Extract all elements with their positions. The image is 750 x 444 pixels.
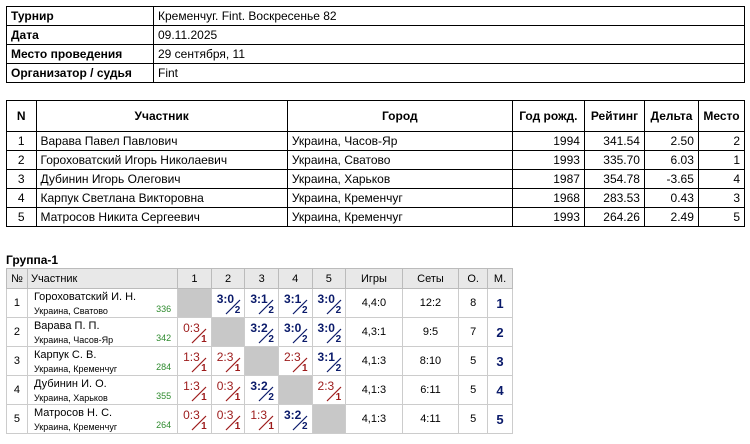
match-result-cell — [178, 405, 212, 434]
participant-rating: 264.26 — [584, 208, 644, 227]
match-points: 1 — [201, 334, 207, 345]
match-result-cell — [245, 376, 279, 405]
match-score: 2:3 — [317, 379, 335, 393]
cross-header-place: М. — [488, 269, 513, 289]
group-points: 8 — [459, 289, 488, 318]
participant-city: Украина, Кременчуг — [287, 208, 512, 227]
score-slash-icon — [257, 412, 277, 432]
group-row — [7, 289, 513, 318]
match-points: 1 — [201, 421, 207, 432]
group-points: 5 — [459, 376, 488, 405]
info-value: 29 сентября, 11 — [154, 45, 745, 64]
match-result-cell — [312, 318, 346, 347]
participant-n: 3 — [7, 170, 37, 189]
group-row — [7, 376, 513, 405]
match-score: 0:3 — [183, 408, 200, 422]
group-player-name: Матросов Н. С. — [33, 407, 113, 419]
score-slash-icon — [325, 325, 345, 345]
match-result-cell — [178, 376, 212, 405]
match-points: 2 — [335, 363, 342, 374]
cross-header-n: № — [7, 269, 28, 289]
info-value: Кременчуг. Fint. Воскресенье 82 — [154, 7, 745, 26]
participant-name: Карпук Светлана Викторовна — [36, 189, 287, 208]
score-slash-icon — [224, 296, 244, 316]
participant-row — [7, 189, 745, 208]
match-result-cell — [245, 289, 279, 318]
match-points: 1 — [234, 363, 241, 374]
match-points: 2 — [301, 421, 308, 432]
match-result-cell — [278, 289, 312, 318]
participant-year: 1987 — [512, 170, 584, 189]
participant-place: 1 — [698, 151, 744, 170]
match-score: 1:3 — [183, 379, 200, 393]
group-player-cell — [27, 289, 177, 318]
participant-row — [7, 170, 745, 189]
group-place: 5 — [488, 405, 513, 434]
group-player-city: Украина, Харьков — [33, 393, 108, 403]
match-score: 3:0 — [216, 292, 235, 306]
group-title: Группа-1 — [6, 253, 59, 267]
match-result-cell — [245, 318, 279, 347]
group-player-rating: 336 — [156, 304, 172, 314]
participant-year: 1993 — [512, 208, 584, 227]
match-points: 1 — [234, 392, 241, 403]
cross-header-5: 5 — [312, 269, 346, 289]
group-points: 5 — [459, 347, 488, 376]
match-points: 1 — [335, 392, 342, 403]
participant-n: 2 — [7, 151, 37, 170]
match-points: 1 — [234, 421, 241, 432]
score-slash-icon — [224, 412, 244, 432]
cross-header-points: О. — [459, 269, 488, 289]
match-points: 1 — [201, 392, 207, 403]
group-games: 4,1:3 — [346, 405, 403, 434]
group-games: 4,1:3 — [346, 376, 403, 405]
match-points: 2 — [268, 334, 274, 345]
match-result-cell — [178, 318, 212, 347]
group-player-cell — [27, 318, 177, 347]
group-row-n: 4 — [7, 376, 28, 405]
group-row — [7, 318, 513, 347]
header-place: Место — [698, 101, 744, 132]
participant-name: Дубинин Игорь Олегович — [36, 170, 287, 189]
header-delta: Дельта — [644, 101, 698, 132]
participant-rating: 335.70 — [584, 151, 644, 170]
participant-year: 1993 — [512, 151, 584, 170]
match-score: 3:1 — [317, 350, 335, 364]
header-city: Город — [287, 101, 512, 132]
match-points: 2 — [234, 305, 241, 316]
group-points: 7 — [459, 318, 488, 347]
score-slash-icon — [190, 354, 210, 374]
match-result-cell — [211, 347, 245, 376]
participants-table — [6, 100, 745, 227]
participant-delta: 2.50 — [644, 132, 698, 151]
group-place: 2 — [488, 318, 513, 347]
score-slash-icon — [190, 383, 210, 403]
group-place: 1 — [488, 289, 513, 318]
group-player-cell — [27, 376, 177, 405]
info-value: 09.11.2025 — [154, 26, 745, 45]
group-points: 5 — [459, 405, 488, 434]
participant-place: 4 — [698, 170, 744, 189]
match-result-cell — [178, 347, 212, 376]
participant-row — [7, 132, 745, 151]
group-row-n: 5 — [7, 405, 28, 434]
group-sets: 12:2 — [402, 289, 459, 318]
participant-name: Матросов Никита Сергеевич — [36, 208, 287, 227]
match-points: 2 — [301, 334, 308, 345]
match-score: 1:3 — [183, 350, 200, 364]
group-games: 4,1:3 — [346, 347, 403, 376]
group-player-city: Украина, Кременчуг — [33, 364, 118, 374]
header-birth-year: Год рожд. — [512, 101, 584, 132]
participant-n: 5 — [7, 208, 37, 227]
self-match-cell — [211, 318, 245, 347]
participant-place: 5 — [698, 208, 744, 227]
group-games: 4,3:1 — [346, 318, 403, 347]
self-match-cell — [245, 347, 279, 376]
participant-city: Украина, Часов-Яр — [287, 132, 512, 151]
participant-city: Украина, Сватово — [287, 151, 512, 170]
group-player-cell — [27, 347, 177, 376]
group-row-n: 1 — [7, 289, 28, 318]
participant-row — [7, 151, 745, 170]
info-row — [7, 45, 745, 64]
group-player-rating: 284 — [156, 362, 172, 372]
cross-header-row — [7, 269, 513, 289]
participant-place: 3 — [698, 189, 744, 208]
match-score: 3:1 — [283, 292, 302, 306]
group-place: 3 — [488, 347, 513, 376]
header-n: N — [7, 101, 37, 132]
participant-city: Украина, Харьков — [287, 170, 512, 189]
cross-header-1: 1 — [178, 269, 212, 289]
score-slash-icon — [325, 354, 345, 374]
group-player-city: Украина, Сватово — [33, 306, 108, 316]
match-points: 1 — [268, 421, 274, 432]
group-row-n: 3 — [7, 347, 28, 376]
match-score: 1:3 — [250, 408, 268, 422]
info-key: Дата — [7, 26, 154, 45]
participant-place: 2 — [698, 132, 744, 151]
match-result-cell — [278, 347, 312, 376]
match-score: 2:3 — [216, 350, 234, 364]
info-value: Fint — [154, 64, 745, 83]
match-result-cell — [312, 376, 346, 405]
cross-header-2: 2 — [211, 269, 245, 289]
match-result-cell — [211, 405, 245, 434]
group-player-city: Украина, Кременчуг — [33, 422, 118, 432]
match-points: 2 — [301, 305, 308, 316]
participant-city: Украина, Кременчуг — [287, 189, 512, 208]
match-result-cell — [211, 376, 245, 405]
header-rating: Рейтинг — [584, 101, 644, 132]
match-score: 3:0 — [283, 321, 302, 335]
participant-delta: -3.65 — [644, 170, 698, 189]
group-sets: 6:11 — [402, 376, 459, 405]
info-key: Организатор / судья — [7, 64, 154, 83]
self-match-cell — [278, 376, 312, 405]
info-row — [7, 26, 745, 45]
match-score: 0:3 — [216, 408, 234, 422]
group-player-name: Карпук С. В. — [33, 349, 97, 361]
match-points: 2 — [335, 305, 342, 316]
score-slash-icon — [224, 354, 244, 374]
participant-year: 1968 — [512, 189, 584, 208]
group-player-name: Варава П. П. — [33, 320, 100, 332]
info-row — [7, 7, 745, 26]
match-result-cell — [211, 289, 245, 318]
group-player-rating: 355 — [156, 391, 172, 401]
info-row — [7, 64, 745, 83]
participant-name: Варава Павел Павлович — [36, 132, 287, 151]
group-player-rating: 264 — [156, 420, 172, 430]
match-result-cell — [278, 318, 312, 347]
participant-rating: 354.78 — [584, 170, 644, 189]
participant-rating: 283.53 — [584, 189, 644, 208]
group-sets: 8:10 — [402, 347, 459, 376]
participant-delta: 2.49 — [644, 208, 698, 227]
match-points: 2 — [268, 305, 274, 316]
score-slash-icon — [325, 383, 345, 403]
match-score: 0:3 — [183, 321, 200, 335]
cross-header-games: Игры — [346, 269, 403, 289]
match-score: 3:2 — [250, 379, 268, 393]
group-cross-table — [6, 268, 513, 434]
group-row — [7, 405, 513, 434]
score-slash-icon — [190, 325, 210, 345]
match-score: 0:3 — [216, 379, 234, 393]
participant-delta: 6.03 — [644, 151, 698, 170]
match-score: 3:1 — [250, 292, 268, 306]
group-player-name: Гороховатский И. Н. — [33, 291, 137, 303]
group-row — [7, 347, 513, 376]
score-slash-icon — [325, 296, 345, 316]
cross-header-4: 4 — [278, 269, 312, 289]
participant-n: 1 — [7, 132, 37, 151]
score-slash-icon — [190, 412, 210, 432]
match-score: 2:3 — [283, 350, 301, 364]
group-place: 4 — [488, 376, 513, 405]
group-player-rating: 342 — [156, 333, 172, 343]
match-points: 2 — [268, 392, 274, 403]
match-score: 3:0 — [317, 292, 335, 306]
score-slash-icon — [224, 383, 244, 403]
participant-row — [7, 208, 745, 227]
group-row-n: 2 — [7, 318, 28, 347]
participants-header-row — [7, 101, 745, 132]
cross-header-sets: Сеты — [402, 269, 459, 289]
group-player-cell — [27, 405, 177, 434]
header-participant: Участник — [36, 101, 287, 132]
match-result-cell — [312, 289, 346, 318]
group-player-name: Дубинин И. О. — [33, 378, 107, 390]
match-score: 3:2 — [250, 321, 268, 335]
match-points: 1 — [301, 363, 308, 374]
tournament-info-table — [6, 6, 745, 83]
participant-rating: 341.54 — [584, 132, 644, 151]
cross-header-3: 3 — [245, 269, 279, 289]
match-score: 3:2 — [283, 408, 302, 422]
info-key: Турнир — [7, 7, 154, 26]
participant-name: Гороховатский Игорь Николаевич — [36, 151, 287, 170]
cross-header-participant: Участник — [27, 269, 177, 289]
info-key: Место проведения — [7, 45, 154, 64]
match-result-cell — [278, 405, 312, 434]
participant-delta: 0.43 — [644, 189, 698, 208]
score-slash-icon — [257, 383, 277, 403]
group-sets: 4:11 — [402, 405, 459, 434]
participant-n: 4 — [7, 189, 37, 208]
group-player-city: Украина, Часов-Яр — [33, 335, 114, 345]
participant-year: 1994 — [512, 132, 584, 151]
match-result-cell — [245, 405, 279, 434]
score-slash-icon — [257, 296, 277, 316]
self-match-cell — [312, 405, 346, 434]
match-points: 2 — [335, 334, 342, 345]
self-match-cell — [178, 289, 212, 318]
score-slash-icon — [257, 325, 277, 345]
group-sets: 9:5 — [402, 318, 459, 347]
match-score: 3:0 — [317, 321, 335, 335]
group-games: 4,4:0 — [346, 289, 403, 318]
match-result-cell — [312, 347, 346, 376]
match-points: 1 — [201, 363, 207, 374]
